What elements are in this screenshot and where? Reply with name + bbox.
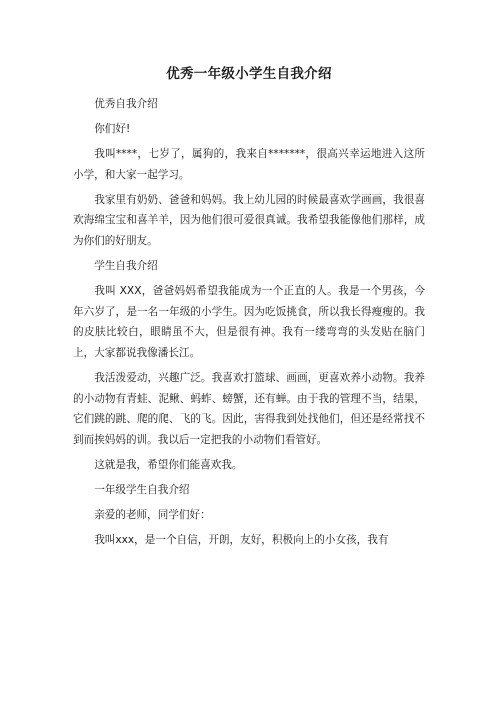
section-heading: 优秀自我介绍 <box>94 98 158 110</box>
section-heading: 一年级学生自我介绍 <box>94 484 190 497</box>
body-paragraph: 我家里有奶奶、爸爸和妈妈。我上幼儿园的时候最喜欢学画画，我很喜欢海绵宝宝和喜羊羊，因为他们很可爱很真诚。我希望我能像他们那样，成为你们的好朋友。 <box>73 193 425 248</box>
body-paragraph: 我叫****，七岁了，属狗的，我来自*******，很高兴幸运地进入这所小学，和大家一起学习。 <box>73 148 425 181</box>
body-paragraph: 我叫 XXX，爸爸妈妈希望我能成为一个正直的人。我是一个男孩，今年六岁了，是一名一年级的小学生。因为吃饭挑食，所以我长得瘦瘦的。我的皮肤比较白，眼睛虽不大，但是很有神。我有一缕弯弯的头发贴在脑门上，大家都说我像潘长江。 <box>73 285 425 360</box>
document-page <box>73 64 425 555</box>
greeting-paragraph: 你们好! <box>94 123 131 136</box>
section-heading: 学生自我介绍 <box>94 260 158 273</box>
document-title: 优秀一年级小学生自我介绍 <box>166 66 332 82</box>
body-paragraph: 我活泼爱动，兴趣广泛。我喜欢打篮球、画画，更喜欢养小动物。我养的小动物有青蛙、泥鳅、蚂蚱、螃蟹，还有蝉。由于我的管理不当，结果，它们跳的跳、爬的爬、飞的飞。因此，害得我到处找他们，但还是经常找不到而挨妈妈的训。我以后一定把我的小动物们看管好。 <box>73 372 425 446</box>
body-paragraph: 我叫xxx，是一个自信，开朗，友好，积极向上的小女孩，我有 <box>94 534 389 547</box>
greeting-paragraph: 亲爱的老师，同学们好： <box>94 509 211 522</box>
body-paragraph: 这就是我，希望你们能喜欢我。 <box>94 459 243 471</box>
